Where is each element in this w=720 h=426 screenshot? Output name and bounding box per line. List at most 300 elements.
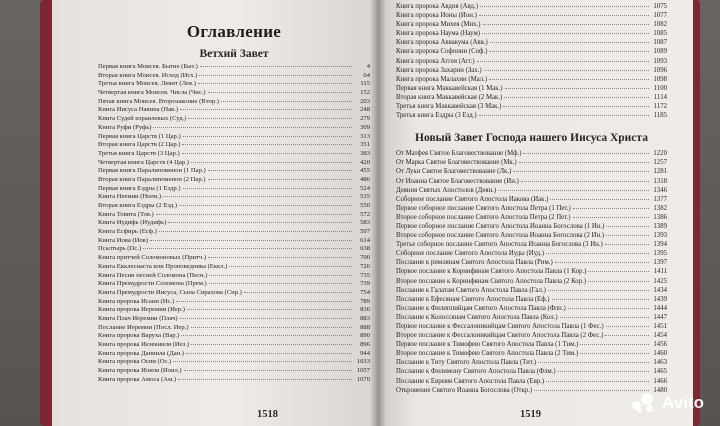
toc-entry-title: Книга пророка Амоса (Ам.): [98, 375, 177, 383]
toc-entry-title: Послание к Галатам Святого Апостола Павла (Гал.): [396, 286, 546, 294]
toc-entry-page: 524: [360, 184, 370, 192]
toc-entry: [98, 106, 370, 115]
toc-entry: [396, 295, 667, 304]
toc-entry-page: 1100: [653, 84, 667, 92]
toc-dot-leader: [180, 317, 352, 319]
toc-entry-page: 1447: [653, 313, 667, 321]
toc-entry: [396, 149, 667, 158]
toc-entry-title: Книга Екклесиаста или Проповедника (Еккл.): [98, 262, 228, 270]
toc-dot-leader: [489, 50, 649, 52]
toc-entry: [396, 2, 667, 11]
toc-entry: [396, 358, 667, 367]
toc-entry-title: От Иоанна Святое Благовествование (Ин.): [396, 177, 519, 185]
toc-entry: [98, 115, 370, 124]
toc-dot-leader: [143, 247, 352, 249]
toc-dot-leader: [546, 252, 649, 254]
new-testament-list: [396, 149, 667, 395]
toc-dot-leader: [200, 65, 352, 67]
toc-entry-page: 309: [360, 123, 370, 131]
toc-entry: [396, 377, 667, 386]
toc-entry-page: 1085: [653, 30, 667, 38]
toc-entry-page: 1463: [653, 359, 667, 367]
toc-entry-page: 944: [360, 349, 370, 357]
toc-entry: [98, 228, 370, 237]
toc-entry-page: 1077: [653, 12, 667, 20]
toc-dot-leader: [558, 370, 649, 372]
toc-entry-page: 1465: [653, 368, 667, 376]
toc-entry-page: 1346: [653, 186, 667, 194]
toc-entry-page: 535: [360, 193, 370, 201]
toc-entry-page: 1087: [653, 39, 667, 47]
left-page-number: 1518: [257, 409, 278, 420]
toc-entry: [396, 249, 667, 258]
toc-entry-title: Книга пророка Наума (Наум): [396, 30, 481, 38]
toc-entry-page: 203: [360, 97, 370, 105]
toc-entry-title: Книга пророка Аввакума (Авв.): [396, 39, 488, 47]
toc-dot-leader: [580, 343, 649, 345]
toc-entry: [396, 386, 667, 395]
toc-entry-page: 1480: [653, 386, 667, 394]
toc-entry-page: 1425: [653, 277, 667, 285]
toc-entry-page: 572: [360, 210, 370, 218]
toc-entry-page: 836: [360, 306, 370, 314]
toc-entry: [396, 331, 667, 340]
toc-entry-title: Пятая книга Моисея. Второзаконие (Втор.): [98, 97, 219, 105]
toc-dot-leader: [183, 135, 352, 137]
toc-entry-title: Третья книга Моисея. Левит (Лев.): [98, 80, 196, 88]
toc-entry-title: Первая книга Царств (1 Цар.): [98, 132, 181, 140]
toc-entry-title: Книга пророка Михея (Мих.): [396, 21, 481, 29]
toc-entry-page: 420: [360, 158, 370, 166]
toc-entry-title: Третье соборное послание Святого Апостола Иоанна Богослова (3 Ин.): [396, 241, 603, 249]
toc-entry-page: 248: [360, 106, 370, 114]
toc-entry: [98, 124, 370, 133]
toc-dot-leader: [150, 239, 352, 241]
toc-entry-title: Первое послание к Коринфянам Святого Апостола Павла (1 Кор.): [396, 268, 587, 276]
toc-entry-title: Книга пророка Авдия (Авд.): [396, 3, 478, 10]
toc-entry: [396, 20, 667, 29]
toc-dot-leader: [182, 152, 352, 154]
toc-entry: [98, 332, 370, 341]
toc-entry: [98, 306, 370, 315]
toc-entry-page: 739: [360, 280, 370, 288]
toc-entry-title: Книга Песни песней Соломона (Песн.): [98, 271, 208, 279]
toc-entry: [396, 11, 667, 20]
toc-dot-leader: [588, 280, 649, 282]
toc-dot-leader: [606, 234, 649, 236]
toc-dot-leader: [184, 369, 352, 371]
toc-entry-page: 351: [360, 141, 370, 149]
toc-entry: [396, 57, 667, 66]
toc-entry: [98, 211, 370, 220]
toc-dot-leader: [179, 204, 352, 206]
toc-entry-page: 1394: [653, 241, 667, 249]
toc-entry-title: Четвертая книга Моисея. Числа (Чис.): [98, 89, 206, 97]
toc-entry-title: Послание к Евреям Святого Апостола Павла (Евр.): [396, 377, 545, 385]
toc-entry-title: Первое послание к Тимофею Святого Апостола Павла (1 Тим.): [396, 341, 579, 349]
toc-dot-leader: [153, 126, 352, 128]
avito-logo-icon: [632, 393, 658, 413]
toc-entry-title: Послание к Колоссянам Святого Апостола Павла (Кол.): [396, 313, 558, 321]
toc-entry-page: 700: [360, 254, 370, 262]
toc-entry-title: Послание к римлянам Святого Апостола Павла (Рим.): [396, 259, 553, 267]
toc-entry-title: Книга Есфирь (Есф.): [98, 228, 157, 236]
toc-entry-page: 735: [360, 271, 370, 279]
toc-entry-page: 1434: [653, 286, 667, 294]
toc-entry-page: 1395: [653, 250, 667, 258]
toc-heading: Оглавление: [186, 22, 282, 41]
toc-entry: [396, 304, 667, 313]
toc-entry-page: 896: [360, 341, 370, 348]
toc-entry-page: 1466: [653, 377, 667, 385]
toc-entry-title: Первое соборное послание Святого Апостола Иоанна Богослова (1 Ин.): [396, 222, 605, 230]
toc-entry: [396, 286, 667, 295]
toc-dot-leader: [498, 189, 649, 191]
toc-entry-title: Вторая книга Царств (2 Цар.): [98, 141, 181, 149]
toc-entry-title: Второе послание к Фессалоникийцам Святого Апостола Павла (2 Фес.): [396, 332, 604, 340]
toc-entry-page: 883: [360, 314, 370, 322]
toc-entry: [396, 231, 667, 240]
toc-entry-page: 1075: [653, 3, 667, 10]
toc-entry: [98, 272, 370, 281]
toc-dot-leader: [208, 169, 352, 171]
toc-dot-leader: [555, 261, 649, 263]
toc-dot-leader: [503, 105, 649, 107]
new-testament-heading: Новый Завет Господа нашего Иисуса Христа: [415, 132, 648, 145]
toc-dot-leader: [605, 243, 649, 245]
toc-dot-leader: [484, 69, 649, 71]
toc-entry-page: 1070: [356, 375, 370, 383]
toc-entry: [98, 254, 370, 263]
toc-entry: [396, 222, 667, 231]
toc-dot-leader: [191, 343, 352, 345]
toc-entry-title: Третья книга Маккавейская (3 Мак.): [396, 103, 502, 111]
toc-entry-page: 1454: [653, 332, 667, 340]
toc-entry: [396, 75, 667, 84]
toc-dot-leader: [176, 300, 352, 302]
toc-dot-leader: [187, 308, 352, 310]
toc-dot-leader: [606, 225, 649, 227]
toc-entry-title: Книга пророка Софонии (Соф.): [396, 48, 488, 56]
toc-entry-title: Первая книга Ездры (1 Ездр.): [98, 184, 181, 192]
toc-dot-leader: [523, 152, 649, 154]
toc-entry: [98, 150, 370, 159]
toc-entry-title: Третья книга Царств (3 Цар.): [98, 149, 180, 157]
left-toc-list: [98, 63, 370, 384]
toc-entry-title: От Матфея Святое Благовествование (Мф.): [396, 150, 522, 158]
toc-entry: [98, 167, 370, 176]
toc-dot-leader: [183, 187, 352, 189]
toc-dot-leader: [209, 274, 352, 276]
toc-entry-title: Книга пророка Даниила (Дан.): [98, 349, 184, 357]
toc-entry: [396, 93, 667, 102]
toc-entry-page: 1033: [356, 358, 370, 366]
toc-entry-page: 638: [360, 245, 370, 253]
toc-dot-leader: [580, 352, 649, 354]
toc-dot-leader: [199, 74, 352, 76]
toc-dot-leader: [173, 360, 352, 362]
toc-dot-leader: [480, 5, 649, 7]
toc-entry: [98, 315, 370, 324]
toc-entry: [98, 98, 370, 107]
toc-entry: [396, 240, 667, 249]
toc-entry-title: Первое соборное послание Святого Апостола Петра (1 Пет.): [396, 204, 571, 212]
toc-entry-page: 1456: [653, 341, 667, 349]
toc-dot-leader: [548, 289, 649, 291]
toc-dot-leader: [573, 216, 649, 218]
toc-entry-title: Книга Неемии (Неем.): [98, 193, 162, 201]
toc-entry-title: Послание к Филиппийцам Святого Апостола Павла (Флп.): [396, 304, 566, 312]
toc-entry-title: Книга пророка Иоиля (Иоил.): [98, 367, 182, 375]
toc-entry-page: 550: [360, 202, 370, 209]
toc-entry-title: Соборное послание Святого Апостола Иуды (Иуд.): [396, 250, 545, 258]
toc-entry-page: 152: [360, 89, 370, 97]
toc-entry: [396, 29, 667, 38]
toc-entry-title: Книга пророка Аггея (Агг.): [396, 57, 475, 65]
toc-entry-page: 1098: [653, 75, 667, 83]
toc-entry-title: Соборное послание Святого Апостола Иакова (Иак.): [396, 195, 549, 203]
toc-entry: [396, 367, 667, 376]
toc-entry-title: Первая книга Маккавейская (1 Мак.): [396, 84, 503, 92]
toc-dot-leader: [568, 307, 649, 309]
toc-entry: [98, 159, 370, 168]
toc-entry-title: Книга пророка Малахии (Мал.): [396, 75, 488, 83]
toc-dot-leader: [482, 32, 649, 34]
toc-dot-leader: [477, 60, 649, 62]
toc-entry: [396, 102, 667, 111]
avito-watermark: [632, 393, 704, 413]
toc-entry: [98, 89, 370, 98]
toc-entry-page: 1386: [653, 213, 667, 221]
toc-dot-leader: [181, 334, 352, 336]
toc-entry: [98, 289, 370, 298]
toc-dot-leader: [163, 195, 352, 197]
toc-entry-page: 1397: [653, 259, 667, 267]
toc-entry: [98, 219, 370, 228]
toc-entry-page: 279: [360, 115, 370, 123]
toc-entry: [98, 133, 370, 142]
toc-entry: [396, 167, 667, 176]
toc-dot-leader: [208, 256, 352, 258]
toc-entry: [98, 237, 370, 246]
toc-dot-leader: [186, 352, 352, 354]
toc-entry-page: 726: [360, 262, 370, 270]
toc-entry-title: Вторая книга Моисея. Исход (Исх.): [98, 71, 198, 79]
toc-entry-page: 383: [360, 149, 370, 157]
toc-entry-title: Откровение Святого Иоанна Богослова (Откр.): [396, 386, 533, 394]
toc-entry-page: 115: [360, 80, 370, 88]
watermark-text: Avito: [662, 393, 704, 412]
toc-dot-leader: [244, 291, 352, 293]
toc-entry: [98, 72, 370, 81]
toc-entry: [396, 111, 667, 120]
toc-entry-title: Первая книга Паралипоменон (1 Пар.): [98, 167, 206, 175]
toc-entry: [396, 213, 667, 222]
toc-entry-title: Книга пророка Осии (Ос.): [98, 358, 172, 366]
toc-entry: [98, 350, 370, 359]
toc-entry-title: Книга Товита (Тов.): [98, 210, 154, 218]
toc-dot-leader: [504, 96, 649, 98]
toc-entry: [396, 177, 667, 186]
toc-dot-leader: [550, 198, 649, 200]
toc-dot-leader: [168, 221, 352, 223]
toc-entry-page: 1114: [653, 93, 667, 101]
toc-entry-page: 1411: [653, 268, 667, 276]
left-page: [52, 0, 378, 426]
toc-dot-leader: [156, 213, 352, 215]
toc-dot-leader: [490, 41, 649, 43]
toc-entry: [98, 63, 370, 72]
toc-entry: [396, 277, 667, 286]
toc-entry-title: Книга Руфи (Руфь): [98, 123, 152, 131]
toc-entry-page: 1057: [356, 367, 370, 375]
toc-entry: [396, 313, 667, 322]
toc-dot-leader: [159, 230, 352, 232]
toc-entry: [98, 358, 370, 367]
toc-dot-leader: [505, 87, 649, 89]
toc-entry-page: 1257: [653, 159, 667, 167]
toc-entry: [98, 324, 370, 333]
toc-entry: [396, 349, 667, 358]
toc-entry-page: 1377: [653, 195, 667, 203]
toc-entry: [396, 66, 667, 75]
toc-entry: [98, 80, 370, 89]
toc-entry-title: Вторая книга Паралипоменон (2 Пар.): [98, 175, 206, 183]
toc-entry-page: 1460: [653, 350, 667, 358]
toc-dot-leader: [546, 380, 649, 382]
toc-entry-title: Книга Иова (Иов): [98, 236, 148, 244]
toc-entry: [98, 376, 370, 385]
toc-entry-title: Книга пророка Захарии (Зах.): [396, 66, 482, 74]
toc-entry-page: 1444: [653, 304, 667, 312]
toc-entry-title: Деяния Святых Апостолов (Деян.): [396, 186, 497, 194]
toc-dot-leader: [519, 161, 649, 163]
toc-entry: [396, 204, 667, 213]
toc-entry: [98, 245, 370, 254]
toc-entry-page: 614: [360, 236, 370, 244]
toc-dot-leader: [483, 23, 649, 25]
toc-entry: [396, 47, 667, 56]
toc-entry-page: 4: [366, 63, 370, 70]
book-gutter-shadow: [370, 0, 386, 426]
toc-dot-leader: [191, 161, 352, 163]
toc-entry: [396, 267, 667, 276]
toc-entry-title: Книга пророка Иезекииля (Иез.): [98, 341, 190, 348]
toc-entry: [396, 195, 667, 204]
toc-dot-leader: [588, 270, 649, 272]
toc-entry-page: 1093: [653, 57, 667, 65]
toc-dot-leader: [208, 178, 353, 180]
toc-dot-leader: [188, 117, 352, 119]
toc-entry: [98, 280, 370, 289]
toc-entry-page: 1082: [653, 21, 667, 29]
toc-entry-title: Вторая книга Ездры (2 Езд.): [98, 202, 178, 209]
toc-entry-title: Второе соборное послание Святого Апостола Петра (2 Пет.): [396, 213, 571, 221]
toc-entry-title: Книга притчей Соломоновых (Притч.): [98, 254, 207, 262]
toc-entry: [396, 340, 667, 349]
toc-entry-title: Книга пророка Ионы (Ион.): [396, 12, 477, 20]
toc-entry: [98, 367, 370, 376]
toc-entry-page: 1089: [653, 48, 667, 56]
toc-entry: [98, 263, 370, 272]
toc-entry-title: Книга Премудрости Иисуса, Сына Сирахова (Сир.): [98, 288, 242, 296]
toc-dot-leader: [521, 180, 649, 182]
toc-entry: [396, 186, 667, 195]
toc-entry-page: 1439: [653, 295, 667, 303]
toc-entry: [396, 158, 667, 167]
toc-entry: [98, 202, 370, 211]
toc-entry-title: Книга Иисуса Навина (Нав.): [98, 106, 179, 114]
right-page-number: 1519: [520, 409, 541, 420]
toc-dot-leader: [573, 207, 649, 209]
toc-entry-title: Книга пророка Иеремии (Иер.): [98, 306, 185, 314]
toc-entry: [98, 141, 370, 150]
toc-dot-leader: [209, 282, 352, 284]
toc-entry-page: 754: [360, 288, 370, 296]
toc-entry-title: Послание к Титу Святого Апостола Павла (Тит.): [396, 359, 537, 367]
toc-entry: [98, 193, 370, 202]
toc-entry-title: Послание к Ефесянам Святого Апостола Павла (Еф.): [396, 295, 550, 303]
toc-entry: [98, 176, 370, 185]
toc-dot-leader: [208, 91, 352, 93]
toc-dot-leader: [229, 265, 352, 267]
toc-entry-page: 1096: [653, 66, 667, 74]
toc-dot-leader: [221, 100, 352, 102]
toc-entry-title: От Луки Святое Благовествование (Лк.): [396, 168, 512, 176]
toc-entry-page: 1389: [653, 222, 667, 230]
toc-entry-title: Книга пророка Варуха (Вар.): [98, 332, 180, 340]
toc-entry-page: 1382: [653, 204, 667, 212]
toc-dot-leader: [552, 298, 649, 300]
toc-entry-page: 1393: [653, 232, 667, 240]
toc-entry: [98, 341, 370, 350]
toc-entry-title: Книга Премудрости Соломона (Прем.): [98, 280, 207, 288]
toc-entry-title: Первое послание к Фессалоникийцам Святого Апостола Павла (1 Фес.): [396, 323, 604, 330]
toc-entry: [98, 298, 370, 307]
toc-dot-leader: [479, 14, 649, 16]
toc-entry: [396, 258, 667, 267]
toc-entry-page: 1185: [653, 112, 667, 120]
toc-entry-title: Книга Плач Иеремии (Плач): [98, 314, 178, 322]
toc-entry-page: 64: [363, 71, 370, 79]
toc-entry-page: 1281: [653, 168, 667, 176]
toc-entry-title: Второе послание к Коринфянам Святого Апостола Павла (2 Кор.): [396, 277, 587, 285]
toc-entry-page: 1172: [653, 103, 667, 111]
toc-entry-title: Послание Иеремии (Посл. Иер.): [98, 323, 189, 331]
toc-dot-leader: [534, 389, 649, 391]
toc-entry-page: 597: [360, 228, 370, 236]
toc-entry-page: 888: [360, 323, 370, 331]
toc-entry-title: Послание к Филимону Святого Апостола Павла (Флм.): [396, 368, 556, 376]
toc-entry: [98, 185, 370, 194]
toc-dot-leader: [513, 170, 649, 172]
toc-entry-title: Книга Судей израилевых (Суд.): [98, 115, 187, 123]
toc-dot-leader: [180, 108, 352, 110]
toc-dot-leader: [182, 143, 352, 145]
right-page: [378, 0, 693, 426]
old-testament-heading: Ветхий Завет: [199, 48, 269, 60]
toc-dot-leader: [538, 361, 649, 363]
toc-entry-page: 583: [360, 219, 370, 227]
toc-entry: [396, 322, 667, 331]
toc-entry-title: Второе соборное послание Святого Апостола Иоанна Богослова (2 Ин.): [396, 232, 605, 240]
toc-entry-title: Книга пророка Исаии (Ис.): [98, 297, 175, 305]
toc-entry-page: 789: [360, 297, 370, 305]
toc-entry-title: Четвертая книга Царств (4 Цар.): [98, 158, 189, 166]
toc-entry-page: 455: [360, 167, 370, 175]
toc-dot-leader: [191, 326, 352, 328]
toc-entry-page: 1318: [653, 177, 667, 185]
